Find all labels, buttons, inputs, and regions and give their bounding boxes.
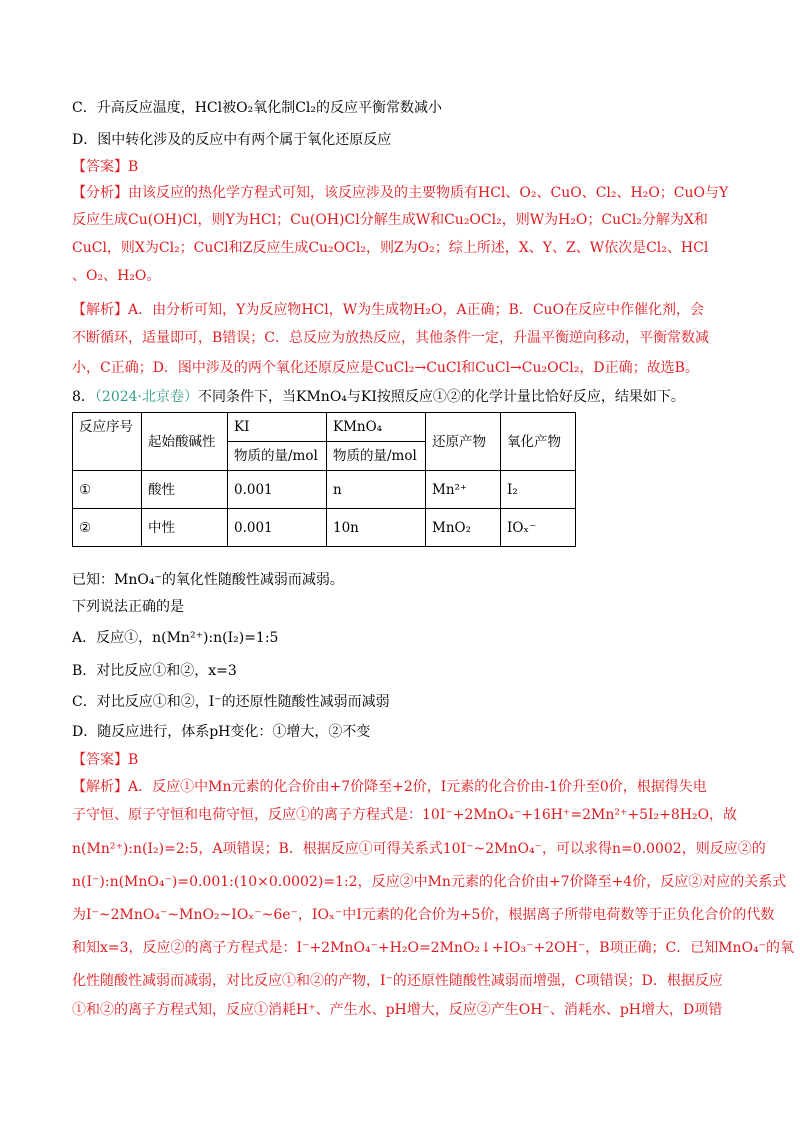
table-header-reduction-product: 还原产物 xyxy=(426,413,501,471)
table-row-1-oxidation: I₂ xyxy=(501,471,576,509)
q8-explain-line-7: 化性随酸性减弱而减弱，对比反应①和②的产物，I⁻的还原性随酸性减弱而增强，C项错误；D．根据反应 xyxy=(72,973,723,989)
table-row-1-seq: ① xyxy=(73,471,142,509)
q8-answer: 【答案】B xyxy=(72,752,139,768)
table-row-2-oxidation: IOₓ⁻ xyxy=(501,509,576,547)
q8-explain-line-8: ①和②的离子方程式知，反应①消耗H⁺、产生水、pH增大，反应②产生OH⁻、消耗水、pH增大，D项错 xyxy=(72,1002,723,1018)
known-condition: 已知：MnO₄⁻的氧化性随酸性减弱而减弱。 xyxy=(72,572,344,588)
table-row-2-acidity: 中性 xyxy=(142,509,228,547)
q8-stem-text: 不同条件下，当KMnO₄与KI按照反应①②的化学计量比恰好反应，结果如下。 xyxy=(198,389,685,405)
option-d: D．随反应进行，体系pH变化：①增大，②不变 xyxy=(72,724,371,740)
q8-explain-line-1: 【解析】A．反应①中Mn元素的化合价由+7价降至+2价，I元素的化合价由-1价升至0价，根据得失电 xyxy=(72,779,707,795)
option-c: C．对比反应①和②，I⁻的还原性随酸性减弱而减弱 xyxy=(72,694,390,710)
q8-explain-line-6: 和知x=3，反应②的离子方程式是：I⁻+2MnO₄⁻+H₂O=2MnO₂↓+IO₃⁻+2OH⁻，B项正确；C．已知MnO₄⁻的氧 xyxy=(72,940,795,956)
q8-number: 8． xyxy=(72,389,95,405)
table-header-ki: KI xyxy=(228,413,327,442)
table-row-2-kmno4: 10n xyxy=(327,509,426,547)
q7-explain-line-2: 不断循环，适量即可，B错误；C．总反应为放热反应，其他条件一定，升温平衡逆向移动，平衡常数减 xyxy=(72,330,709,346)
q7-option-c: C．升高反应温度，HCl被O₂氧化制Cl₂的反应平衡常数减小 xyxy=(72,100,443,116)
table-row-2-reduction: MnO₂ xyxy=(426,509,501,547)
q8-explain-line-5: 为I⁻~2MnO₄⁻~MnO₂~IOₓ⁻~6e⁻，IOₓ⁻中I元素的化合价为+5价，根据离子所带电荷数等于正负化合价的代数 xyxy=(72,907,775,923)
table-header-ki-amount: 物质的量/mol xyxy=(228,442,327,471)
q7-option-d: D．图中转化涉及的反应中有两个属于氧化还原反应 xyxy=(72,132,392,148)
q7-explain-line-1: 【解析】A．由分析可知，Y为反应物HCl，W为生成物H₂O，A正确；B．CuO在反应中作催化剂，会 xyxy=(72,302,705,318)
table-header-acidity: 起始酸碱性 xyxy=(142,413,228,471)
q7-answer: 【答案】B xyxy=(72,159,139,175)
table-header-kmno4: KMnO₄ xyxy=(327,413,426,442)
table-row-1-kmno4: n xyxy=(327,471,426,509)
q7-explain-line-3: 小，C正确；D．图中涉及的两个氧化还原反应是CuCl₂→CuCl和CuCl→Cu₂OCl₂，D正确；故选B。 xyxy=(72,360,699,376)
q7-analysis-line-2: 反应生成Cu(OH)Cl，则Y为HCl；Cu(OH)Cl分解生成W和Cu₂OCl₂，则W为H₂O；CuCl₂分解为X和 xyxy=(72,212,708,228)
table-header-oxidation-product: 氧化产物 xyxy=(501,413,576,471)
table-row-2-seq: ② xyxy=(73,509,142,547)
option-b: B．对比反应①和②，x=3 xyxy=(72,663,237,679)
table-header-kmno4-amount: 物质的量/mol xyxy=(327,442,426,471)
q8-explain-line-2: 子守恒、原子守恒和电荷守恒，反应①的离子方程式是：10I⁻+2MnO₄⁻+16H⁺=2Mn²⁺+5I₂+8H₂O，故 xyxy=(72,807,738,823)
q8-stem xyxy=(72,387,685,407)
q7-analysis-line-1: 【分析】由该反应的热化学方程式可知，该反应涉及的主要物质有HCl、O₂、CuO、Cl₂、H₂O；CuO与Y xyxy=(72,185,729,201)
table-row-1-ki: 0.001 xyxy=(228,471,327,509)
q8-explain-line-4: n(I⁻):n(MnO₄⁻)=0.001:(10×0.0002)=1:2，反应②中Mn元素的化合价由+7价降至+4价，反应②对应的关系式 xyxy=(72,874,787,890)
q8-explain-line-3: n(Mn²⁺):n(I₂)=2:5，A项错误；B．根据反应①可得关系式10I⁻~2MnO₄⁻，可以求得n=0.0002，则反应②的 xyxy=(72,841,766,857)
question-prompt: 下列说法正确的是 xyxy=(72,599,184,615)
q7-analysis-line-4: 、O₂、H₂O。 xyxy=(72,268,161,284)
table-row-1-acidity: 酸性 xyxy=(142,471,228,509)
q7-analysis-line-3: CuCl，则X为Cl₂；CuCl和Z反应生成Cu₂OCl₂，则Z为O₂；综上所述，X、Y、Z、W依次是Cl₂、HCl xyxy=(72,240,709,256)
option-a: A．反应①，n(Mn²⁺):n(I₂)=1:5 xyxy=(72,630,279,646)
reaction-table xyxy=(72,412,576,547)
table-header-seq: 反应序号 xyxy=(73,413,142,471)
table-row-1-reduction: Mn²⁺ xyxy=(426,471,501,509)
table-row-2-ki: 0.001 xyxy=(228,509,327,547)
q8-source: （2024·北京卷） xyxy=(94,389,199,405)
